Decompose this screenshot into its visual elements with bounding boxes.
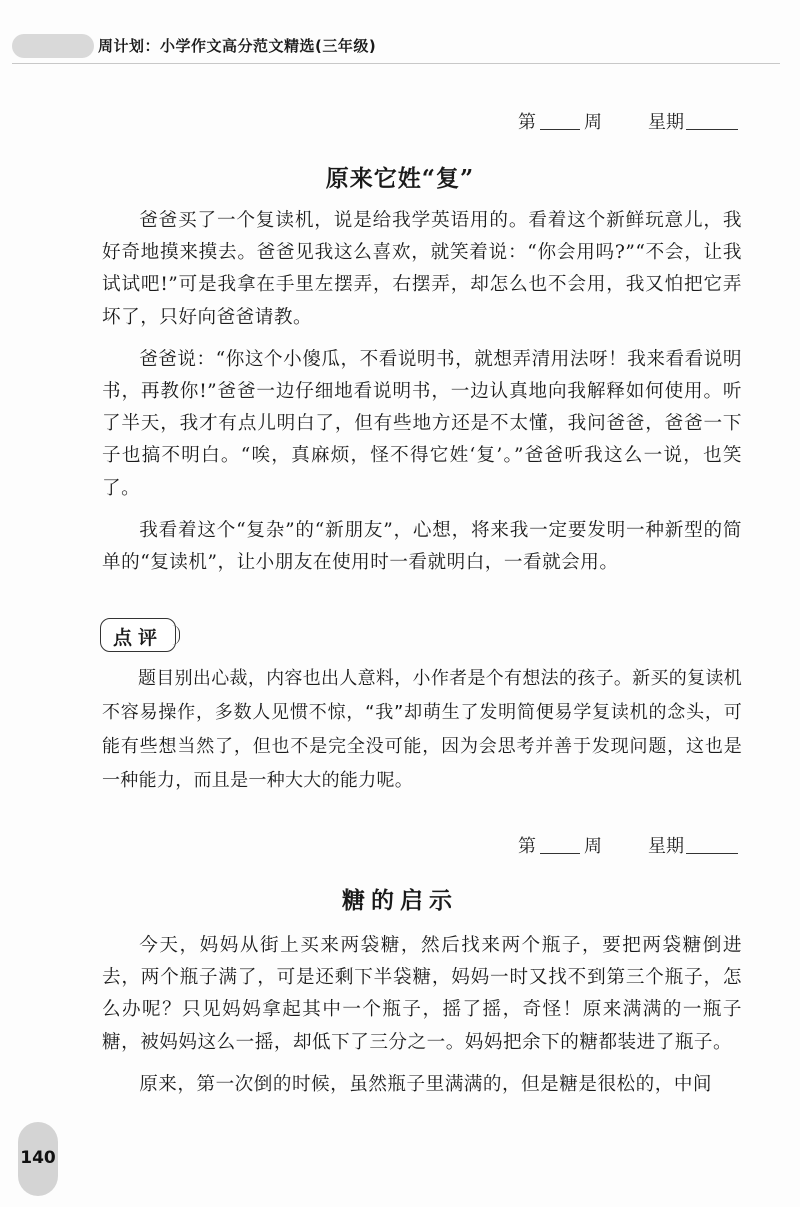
- week-line: [518, 832, 738, 858]
- week-blank: [540, 835, 580, 854]
- essay-title: 原来它姓“复”: [325, 165, 475, 192]
- header-tab-decoration: [12, 34, 94, 58]
- comment-text: 题目别出心裁，内容也出人意料，小作者是个有想法的孩子。新买的复读机不容易操作，多数人见惯不惊，“我”却萌生了发明简便易学复读机的念头，可能有些想当然了，但也不是完全没可能，因为会思考并善于发现问题，这也是一种能力，而且是一种大大的能力呢。: [102, 668, 742, 791]
- weekday-label: 星期: [648, 836, 684, 857]
- essay-paragraph: 今天，妈妈从街上买来两袋糖，然后找来两个瓶子，要把两袋糖倒进去，两个瓶子满了，可是还剩下半袋糖，妈妈一时又找不到第三个瓶子，怎么办呢？只见妈妈拿起其中一个瓶子，摇了摇，奇怪！原来满满的一瓶子糖，被妈妈这么一摇，却低下了三分之一。妈妈把余下的糖都装进了瓶子。: [102, 935, 742, 1053]
- essay-title: 糖的启示: [342, 887, 458, 914]
- week-unit: 周: [584, 112, 602, 133]
- page-number-tab: [18, 1122, 58, 1196]
- week-blank: [540, 111, 580, 130]
- essay-body: [102, 205, 742, 589]
- essay-paragraph: 爸爸买了一个复读机，说是给我学英语用的。看着这个新鲜玩意儿，我好奇地摸来摸去。爸爸见我这么喜欢，就笑着说：“你会用吗?”“不会，让我试试吧!”可是我拿在手里左摆弄，右摆弄，却怎么也不会用，我又怕把它弄坏了，只好向爸爸请教。: [102, 210, 742, 328]
- comment-label: 点评: [112, 627, 163, 649]
- comment-badge: [100, 618, 176, 652]
- comment-body: [102, 662, 742, 798]
- weekday-label: 星期: [648, 112, 684, 133]
- weekday-blank: [686, 835, 738, 854]
- header-rule: [12, 63, 780, 64]
- page-number: 140: [20, 1148, 56, 1168]
- week-prefix: 第: [518, 836, 536, 857]
- week-prefix: 第: [518, 112, 536, 133]
- weekday-blank: [686, 111, 738, 130]
- running-header-title: 周计划：小学作文高分范文精选(三年级): [98, 37, 377, 55]
- essay-paragraph: 爸爸说：“你这个小傻瓜，不看说明书，就想弄清用法呀！我来看看说明书，再教你!”爸爸一边仔细地看说明书，一边认真地向我解释如何使用。听了半天，我才有点儿明白了，但有些地方还是不太懂，我问爸爸，爸爸一下子也搞不明白。“唉，真麻烦，怪不得它姓‘复’。”爸爸听我这么一说，也笑了。: [102, 348, 742, 499]
- week-line: [518, 108, 738, 134]
- essay-paragraph: 我看着这个“复杂”的“新朋友”，心想，将来我一定要发明一种新型的简单的“复读机”，让小朋友在使用时一看就明白，一看就会用。: [102, 519, 742, 574]
- essay-body: [102, 930, 742, 1111]
- essay-paragraph: 原来，第一次倒的时候，虽然瓶子里满满的，但是糖是很松的，中间: [139, 1073, 713, 1095]
- running-header: [0, 28, 780, 64]
- week-unit: 周: [584, 836, 602, 857]
